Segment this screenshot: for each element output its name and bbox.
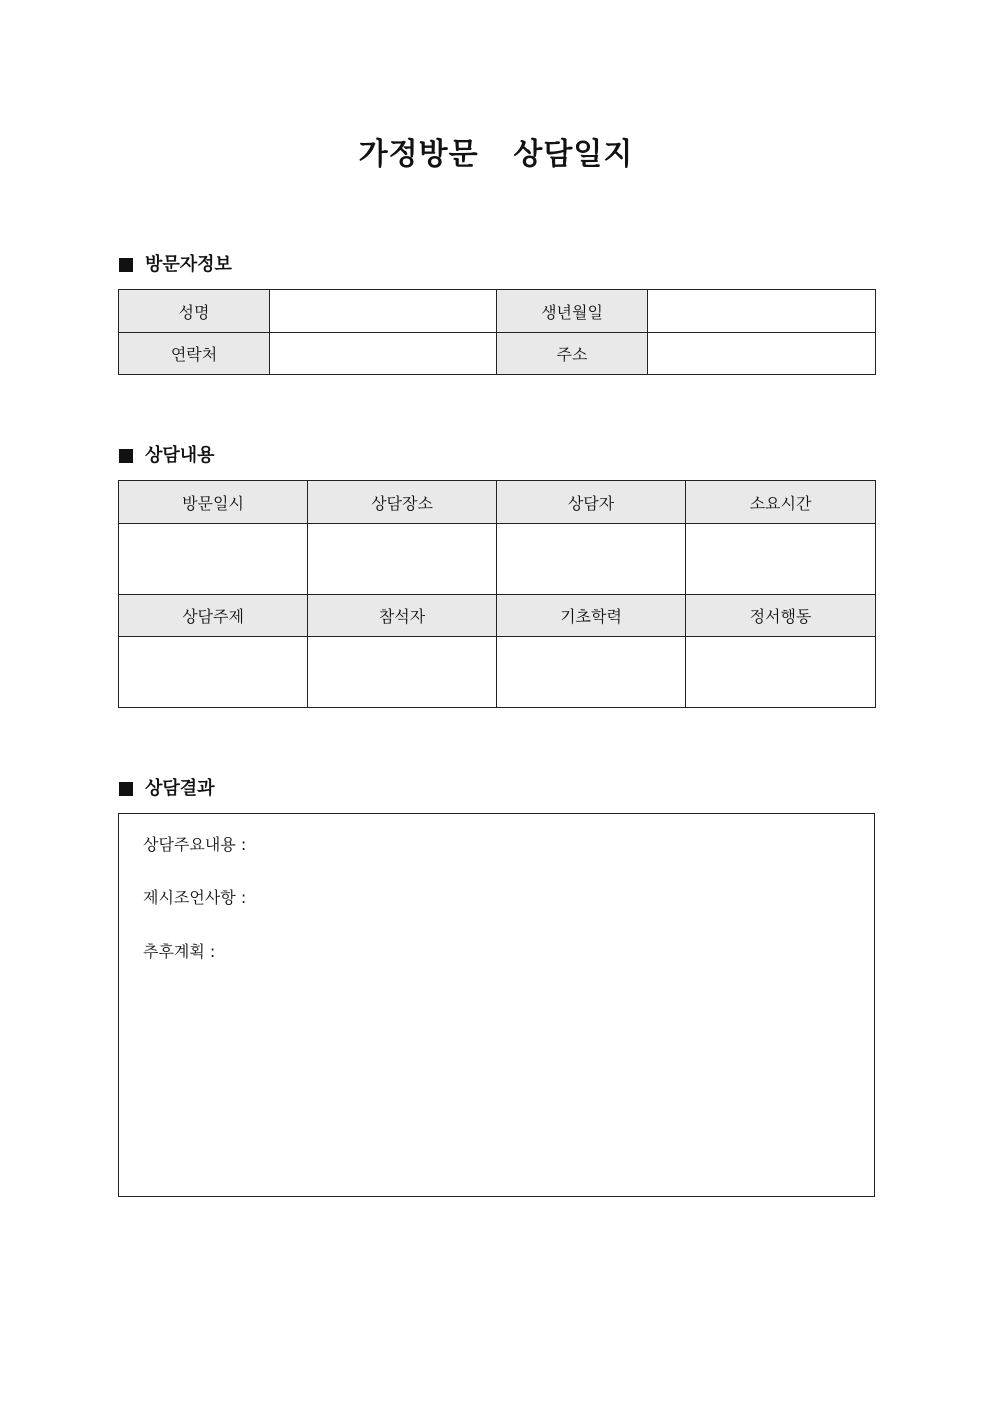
consult-content-heading-label: 상담내용 [145,445,215,466]
main-content-line: 상담주요내용 : [143,835,247,854]
visitor-info-heading-label: 방문자정보 [145,254,232,275]
table-row [119,524,876,595]
consult-result-box[interactable] [118,813,875,1197]
basic-academic-label: 기초학력 [497,595,686,637]
consult-topic-label: 상담주제 [119,595,308,637]
address-label: 주소 [497,333,648,375]
name-field[interactable] [270,290,497,333]
basic-academic-field[interactable] [497,637,686,708]
emotional-behavior-label: 정서행동 [686,595,876,637]
duration-field[interactable] [686,524,876,595]
name-label: 성명 [119,290,270,333]
contact-field[interactable] [270,333,497,375]
emotional-behavior-field[interactable] [686,637,876,708]
follow-up-plan-line: 추후계획 : [143,942,216,961]
consult-result-heading-label: 상담결과 [145,778,215,799]
visit-datetime-label: 방문일시 [119,481,308,524]
table-row [119,333,876,375]
birthdate-label: 생년월일 [497,290,648,333]
square-bullet-icon [119,258,133,272]
duration-label: 소요시간 [686,481,876,524]
square-bullet-icon [119,449,133,463]
table-row [119,637,876,708]
visit-datetime-field[interactable] [119,524,308,595]
address-field[interactable] [648,333,876,375]
attendees-field[interactable] [308,637,497,708]
advice-line: 제시조언사항 : [143,888,247,907]
consult-place-label: 상담장소 [308,481,497,524]
consult-result-heading [119,777,215,801]
table-row [119,595,876,637]
square-bullet-icon [119,782,133,796]
birthdate-field[interactable] [648,290,876,333]
visitor-info-table [118,289,876,375]
counselor-field[interactable] [497,524,686,595]
table-row [119,481,876,524]
table-row [119,290,876,333]
consult-content-heading [119,444,215,468]
counselor-label: 상담자 [497,481,686,524]
visitor-info-heading [119,253,232,277]
consult-place-field[interactable] [308,524,497,595]
document-title: 가정방문 상담일지 [358,137,634,172]
consult-topic-field[interactable] [119,637,308,708]
attendees-label: 참석자 [308,595,497,637]
consult-content-table [118,480,876,708]
contact-label: 연락처 [119,333,270,375]
